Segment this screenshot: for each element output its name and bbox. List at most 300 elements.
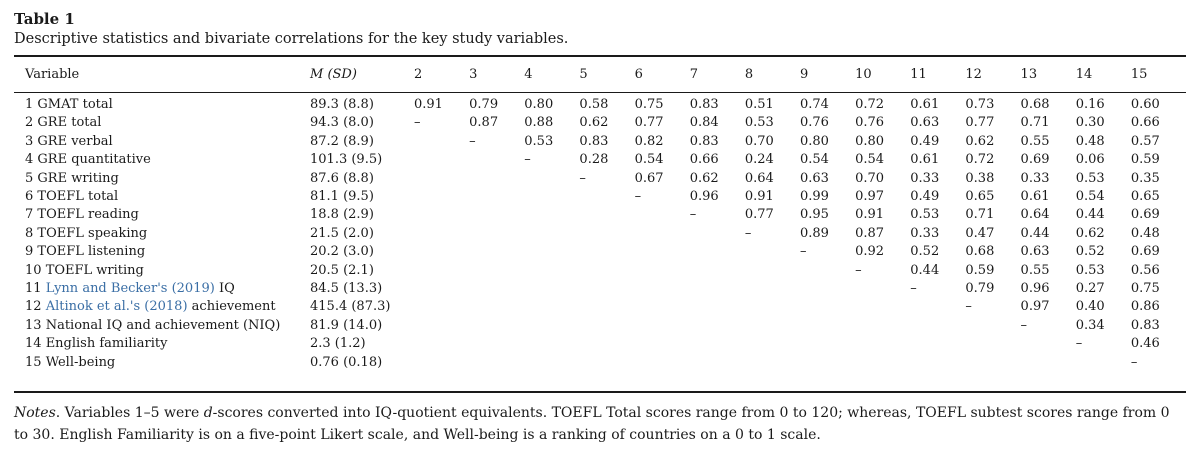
mean-sd-cell: 87.6 (8.8) [310, 170, 374, 186]
correlation-cell [524, 188, 579, 206]
correlation-cell [469, 317, 524, 335]
variable-label-suffix: achievement [187, 299, 276, 315]
correlation-cell [469, 243, 524, 261]
correlation-cell [524, 206, 579, 224]
correlation-cell: 0.68 [1020, 97, 1050, 112]
mean-sd-cell: 87.2 (8.9) [310, 133, 374, 149]
correlation-cell: 0.77 [744, 207, 774, 223]
correlation-cell [414, 151, 469, 169]
correlation-cell [579, 206, 634, 224]
correlation-cell: 0.71 [965, 207, 995, 223]
correlation-cell: 0.54 [855, 152, 885, 168]
correlation-cell: 0.53 [1075, 262, 1105, 278]
table-row [14, 114, 1186, 132]
table-row [14, 262, 1186, 280]
correlation-cell: 0.62 [1075, 225, 1105, 241]
correlation-cell: 0.49 [910, 133, 940, 149]
variable-number: 14 [25, 336, 42, 352]
correlation-cell: 0.63 [799, 170, 829, 186]
correlation-cell: 0.63 [910, 115, 940, 131]
variable-number: 6 [25, 189, 34, 205]
correlation-cell: 0.56 [1130, 262, 1160, 278]
correlation-cell: 0.82 [634, 133, 664, 149]
correlation-cell: 0.33 [910, 170, 940, 186]
variable-number: 8 [25, 225, 34, 241]
correlation-cell: 0.63 [1020, 244, 1050, 260]
header-variable: Variable [25, 66, 80, 82]
correlation-cell: – [744, 225, 752, 241]
correlation-cell: – [1020, 317, 1028, 333]
correlation-cell: 0.72 [855, 97, 885, 112]
correlation-cell [910, 354, 965, 372]
variable-name [14, 298, 310, 316]
correlation-cell: 0.59 [965, 262, 995, 278]
table-row [14, 298, 1186, 316]
mean-sd-cell: 0.76 (0.18) [310, 354, 383, 370]
header-col-4: 4 [524, 66, 533, 82]
table-row [14, 317, 1186, 335]
top-rule [14, 55, 1186, 57]
correlation-cell [690, 354, 745, 372]
correlation-cell [690, 317, 745, 335]
correlation-cell: – [855, 262, 862, 278]
variable-name [14, 188, 310, 206]
correlation-cell: 0.62 [579, 115, 609, 131]
header-m-sd: M (SD) [310, 66, 357, 82]
correlation-cell [800, 335, 855, 353]
table-row [14, 88, 1186, 114]
variable-number: 11 [25, 281, 42, 297]
correlation-cell [414, 170, 469, 188]
correlation-cell: 0.83 [689, 133, 719, 149]
correlation-cell: – [469, 133, 476, 149]
correlation-cell [965, 317, 1020, 335]
correlation-cell: 0.79 [469, 97, 499, 112]
correlation-cell: 0.67 [634, 170, 664, 186]
correlation-cell: 0.80 [799, 133, 829, 149]
correlation-cell: 0.96 [689, 189, 719, 205]
correlation-cell: – [414, 115, 421, 131]
mean-sd-cell: 18.8 (2.9) [310, 207, 374, 223]
variable-number: 12 [25, 299, 42, 315]
correlation-cell: 0.70 [744, 133, 774, 149]
notes-lead: Notes [14, 405, 56, 421]
correlation-cell: 0.53 [524, 133, 554, 149]
correlation-cell: 0.06 [1075, 152, 1105, 168]
variable-label: TOEFL writing [45, 262, 144, 278]
correlation-cell [635, 335, 690, 353]
variable-label: TOEFL reading [37, 207, 139, 223]
correlation-cell [524, 354, 579, 372]
correlation-cell: 0.99 [799, 189, 829, 205]
correlation-cell: 0.77 [634, 115, 664, 131]
correlation-cell: 0.61 [1020, 189, 1050, 205]
variable-label: GRE verbal [37, 133, 113, 149]
citation-link[interactable]: Lynn and Becker's (2019) [45, 281, 215, 297]
correlation-cell: 0.80 [524, 97, 554, 112]
correlation-cell [965, 354, 1020, 372]
correlation-cell [1021, 354, 1076, 372]
correlation-cell: 0.66 [689, 152, 719, 168]
header-col-13: 13 [1020, 66, 1038, 82]
variable-name [14, 114, 310, 132]
correlation-cell: 0.69 [1020, 152, 1050, 168]
correlation-cell [579, 243, 634, 261]
correlation-cell [690, 335, 745, 353]
correlation-cell: 0.46 [1130, 336, 1160, 352]
correlation-cell: – [799, 244, 807, 260]
mean-sd-cell: 81.1 (9.5) [310, 189, 374, 205]
correlation-cell: – [634, 189, 642, 205]
correlation-cell [524, 280, 579, 298]
correlation-cell [524, 225, 579, 243]
correlation-cell [579, 262, 634, 280]
correlation-cell [745, 280, 800, 298]
correlation-cell [469, 188, 524, 206]
correlation-cell: 0.65 [965, 189, 995, 205]
correlation-cell: 0.97 [1020, 299, 1050, 315]
correlation-cell: – [910, 281, 917, 297]
correlation-cell: 0.48 [1130, 225, 1160, 241]
table-row [14, 206, 1186, 224]
variable-name [14, 243, 310, 261]
correlation-cell [414, 262, 469, 280]
correlation-cell [469, 354, 524, 372]
correlation-cell [855, 317, 910, 335]
header-col-12: 12 [965, 66, 982, 82]
notes-text-1: . Variables 1–5 were [55, 405, 204, 421]
correlation-cell [690, 262, 745, 280]
table-row [14, 170, 1186, 188]
variable-name [14, 206, 310, 224]
correlation-cell: 0.44 [1020, 225, 1050, 241]
header-col-6: 6 [634, 66, 643, 82]
correlation-cell: 0.66 [1130, 115, 1160, 131]
correlation-cell: – [965, 299, 972, 315]
correlation-cell: 0.83 [579, 133, 609, 149]
correlation-cell [635, 262, 690, 280]
correlation-cell: 0.73 [965, 97, 995, 112]
correlation-cell: 0.91 [414, 97, 443, 112]
correlation-cell [745, 335, 800, 353]
correlation-cell [414, 354, 469, 372]
correlation-cell: 0.30 [1075, 115, 1105, 131]
variable-number: 15 [25, 354, 42, 370]
correlation-cell: 0.64 [1020, 207, 1050, 223]
correlation-cell [524, 243, 579, 261]
correlation-cell: 0.62 [965, 133, 995, 149]
correlation-cell: 0.51 [744, 97, 774, 112]
correlation-cell [579, 317, 634, 335]
variable-number: 4 [25, 152, 34, 168]
correlation-cell [524, 298, 579, 316]
correlation-cell [414, 133, 469, 151]
correlation-cell [635, 298, 690, 316]
correlation-cell [635, 317, 690, 335]
correlation-cell [469, 298, 524, 316]
correlation-cell: 0.70 [855, 170, 885, 186]
correlation-cell: 0.84 [689, 115, 719, 131]
correlation-cell: 0.96 [1020, 281, 1050, 297]
correlation-cell [469, 206, 524, 224]
correlation-cell [1021, 335, 1076, 353]
table-body [14, 88, 1186, 372]
variable-number: 7 [25, 207, 34, 223]
variable-name [14, 354, 310, 372]
correlation-cell: 0.71 [1020, 115, 1050, 131]
table-row [14, 280, 1186, 298]
mean-sd-cell: 94.3 (8.0) [310, 115, 374, 131]
correlation-cell [910, 335, 965, 353]
header-row [14, 60, 1186, 88]
correlation-cell: 0.24 [744, 152, 774, 168]
variable-number: 3 [25, 133, 34, 149]
correlation-cell [800, 262, 855, 280]
correlation-cell: 0.80 [855, 133, 885, 149]
mean-sd-cell: 20.2 (3.0) [310, 244, 374, 260]
correlation-cell: 0.89 [799, 225, 829, 241]
correlation-cell: 0.54 [634, 152, 664, 168]
correlation-cell [855, 280, 910, 298]
correlation-cell [469, 280, 524, 298]
correlation-cell: 0.61 [910, 152, 940, 168]
correlation-cell: 0.87 [469, 115, 499, 131]
correlation-cell: 0.83 [689, 97, 719, 112]
variable-number: 2 [25, 115, 34, 131]
correlation-cell [414, 188, 469, 206]
correlation-cell [469, 151, 524, 169]
correlation-cell [745, 298, 800, 316]
correlation-cell: 0.62 [689, 170, 719, 186]
correlation-cell: 0.52 [910, 244, 940, 260]
citation-link[interactable]: Altinok et al.'s (2018) [45, 299, 188, 315]
header-col-10: 10 [855, 66, 872, 82]
correlation-cell: 0.88 [524, 115, 554, 131]
correlation-cell [635, 354, 690, 372]
correlation-cell: 0.58 [579, 97, 609, 112]
statistics-table [14, 60, 1186, 372]
correlation-cell: 0.86 [1130, 299, 1160, 315]
correlation-cell: 0.65 [1130, 189, 1160, 205]
correlation-cell: 0.76 [855, 115, 885, 131]
header-col-9: 9 [799, 66, 809, 82]
correlation-cell [414, 225, 469, 243]
correlation-cell [524, 262, 579, 280]
mean-sd-cell: 415.4 (87.3) [310, 299, 391, 315]
correlation-cell [855, 298, 910, 316]
correlation-cell [524, 335, 579, 353]
correlation-cell: 0.92 [855, 244, 885, 260]
variable-label: GRE writing [37, 170, 119, 186]
header-col-11: 11 [910, 66, 927, 82]
correlation-cell [745, 243, 800, 261]
correlation-cell: 0.52 [1075, 244, 1105, 260]
mean-sd-cell: 101.3 (9.5) [310, 152, 383, 168]
correlation-cell [414, 280, 469, 298]
correlation-cell [579, 335, 634, 353]
variable-label: GRE quantitative [37, 152, 151, 168]
mean-sd-cell: 84.5 (13.3) [310, 281, 383, 297]
correlation-cell: – [1130, 354, 1138, 370]
correlation-cell: 0.35 [1130, 170, 1160, 186]
correlation-cell: – [689, 207, 697, 223]
correlation-cell [635, 225, 690, 243]
mean-sd-cell: 20.5 (2.1) [310, 262, 374, 278]
mean-sd-cell: 2.3 (1.2) [310, 336, 366, 352]
correlation-cell: 0.54 [1075, 189, 1105, 205]
table-row [14, 335, 1186, 353]
correlation-cell [414, 298, 469, 316]
correlation-cell: 0.48 [1075, 133, 1105, 149]
correlation-cell: 0.44 [910, 262, 940, 278]
bottom-rule [14, 391, 1186, 393]
correlation-cell [579, 354, 634, 372]
correlation-cell: 0.28 [579, 152, 609, 168]
correlation-cell [690, 225, 745, 243]
variable-label: Well-being [45, 354, 116, 370]
table-row [14, 243, 1186, 261]
correlation-cell [579, 280, 634, 298]
correlation-cell: 0.75 [634, 97, 664, 112]
correlation-cell: 0.75 [1130, 281, 1160, 297]
correlation-cell: 0.54 [799, 152, 829, 168]
correlation-cell: 0.53 [1075, 170, 1105, 186]
table-row [14, 133, 1186, 151]
correlation-cell [469, 335, 524, 353]
correlation-cell [635, 243, 690, 261]
table-notes [14, 402, 1186, 446]
variable-name [14, 151, 310, 169]
variable-number: 10 [25, 262, 42, 278]
mean-sd-cell: 89.3 (8.8) [310, 97, 374, 112]
correlation-cell: 0.57 [1130, 133, 1160, 149]
correlation-cell [414, 317, 469, 335]
correlation-cell: 0.61 [910, 97, 940, 112]
header-col-15: 15 [1130, 66, 1148, 82]
header-col-2: 2 [414, 66, 423, 82]
correlation-cell [469, 225, 524, 243]
table-row [14, 354, 1186, 372]
correlation-cell [690, 280, 745, 298]
correlation-cell: 0.53 [910, 207, 940, 223]
variable-name [14, 133, 310, 151]
correlation-cell [579, 298, 634, 316]
variable-name [14, 317, 310, 335]
correlation-cell: 0.16 [1075, 97, 1105, 112]
correlation-cell [469, 170, 524, 188]
correlation-cell [579, 225, 634, 243]
variable-label: GMAT total [37, 97, 113, 112]
correlation-cell [910, 317, 965, 335]
variable-number: 5 [25, 170, 34, 186]
variable-label: GRE total [37, 115, 102, 131]
correlation-cell: 0.27 [1075, 281, 1105, 297]
table-caption: Descriptive statistics and bivariate correlations for the key study variables. [14, 31, 569, 47]
correlation-cell [745, 317, 800, 335]
correlation-cell [800, 298, 855, 316]
variable-number: 13 [25, 317, 42, 333]
variable-label: TOEFL listening [37, 244, 146, 260]
correlation-cell: 0.64 [744, 170, 774, 186]
correlation-cell [414, 335, 469, 353]
mean-sd-cell: 81.9 (14.0) [310, 317, 383, 333]
variable-name [14, 170, 310, 188]
correlation-cell [635, 280, 690, 298]
correlation-cell: 0.76 [799, 115, 829, 131]
correlation-cell: 0.34 [1075, 317, 1105, 333]
correlation-cell: 0.59 [1130, 152, 1160, 168]
header-col-5: 5 [579, 66, 588, 82]
variable-label-suffix: IQ [214, 281, 235, 297]
correlation-cell: 0.55 [1020, 133, 1050, 149]
variable-label: National IQ and achievement (NIQ) [45, 317, 281, 333]
correlation-cell: 0.91 [855, 207, 885, 223]
variable-name [14, 225, 310, 243]
variable-label: TOEFL total [37, 189, 119, 205]
header-col-7: 7 [689, 66, 698, 82]
correlation-cell: 0.87 [855, 225, 885, 241]
correlation-cell: 0.33 [1020, 170, 1050, 186]
header-col-3: 3 [469, 66, 478, 82]
correlation-cell [855, 354, 910, 372]
variable-name [14, 88, 310, 114]
correlation-cell: 0.97 [855, 189, 885, 205]
correlation-cell: 0.95 [799, 207, 829, 223]
correlation-cell: – [1075, 336, 1083, 352]
variable-label: TOEFL speaking [37, 225, 148, 241]
correlation-cell [855, 335, 910, 353]
correlation-cell [745, 354, 800, 372]
correlation-cell [800, 354, 855, 372]
correlation-cell: 0.72 [965, 152, 995, 168]
correlation-cell [469, 262, 524, 280]
notes-italic-d: d [203, 405, 213, 421]
variable-number: 1 [25, 97, 34, 112]
table-row [14, 151, 1186, 169]
correlation-cell [524, 317, 579, 335]
correlation-cell: 0.68 [965, 244, 995, 260]
correlation-cell [910, 298, 965, 316]
correlation-cell [579, 188, 634, 206]
variable-name [14, 262, 310, 280]
correlation-cell: 0.69 [1130, 207, 1160, 223]
correlation-cell [414, 243, 469, 261]
correlation-cell: 0.83 [1130, 317, 1160, 333]
correlation-cell: – [524, 152, 531, 168]
correlation-cell [800, 280, 855, 298]
variable-number: 9 [25, 244, 34, 260]
correlation-cell: – [579, 170, 586, 186]
correlation-cell [1076, 354, 1131, 372]
correlation-cell: 0.69 [1130, 244, 1160, 260]
correlation-cell: 0.60 [1130, 97, 1160, 112]
correlation-cell: 0.77 [965, 115, 995, 131]
correlation-cell: 0.40 [1075, 299, 1105, 315]
correlation-cell: 0.53 [744, 115, 774, 131]
mean-sd-cell: 21.5 (2.0) [310, 225, 374, 241]
correlation-cell: 0.49 [910, 189, 940, 205]
header-col-14: 14 [1075, 66, 1093, 82]
header-col-8: 8 [744, 66, 754, 82]
correlation-cell: 0.44 [1075, 207, 1105, 223]
correlation-cell [414, 206, 469, 224]
correlation-cell [800, 317, 855, 335]
correlation-cell [965, 335, 1020, 353]
notes-text-2: -scores converted into IQ-quotient equivalents. TOEFL Total scores range from 0 to 120; whereas, TOEFL subtest scores range from 0 to 30. English Familiarity is on a five-point Likert scale, and Well-being is a ranking of countries on a 0 to 1 scale. [14, 405, 1170, 443]
variable-name [14, 335, 310, 353]
correlation-cell: 0.79 [965, 281, 995, 297]
correlation-cell: 0.38 [965, 170, 995, 186]
